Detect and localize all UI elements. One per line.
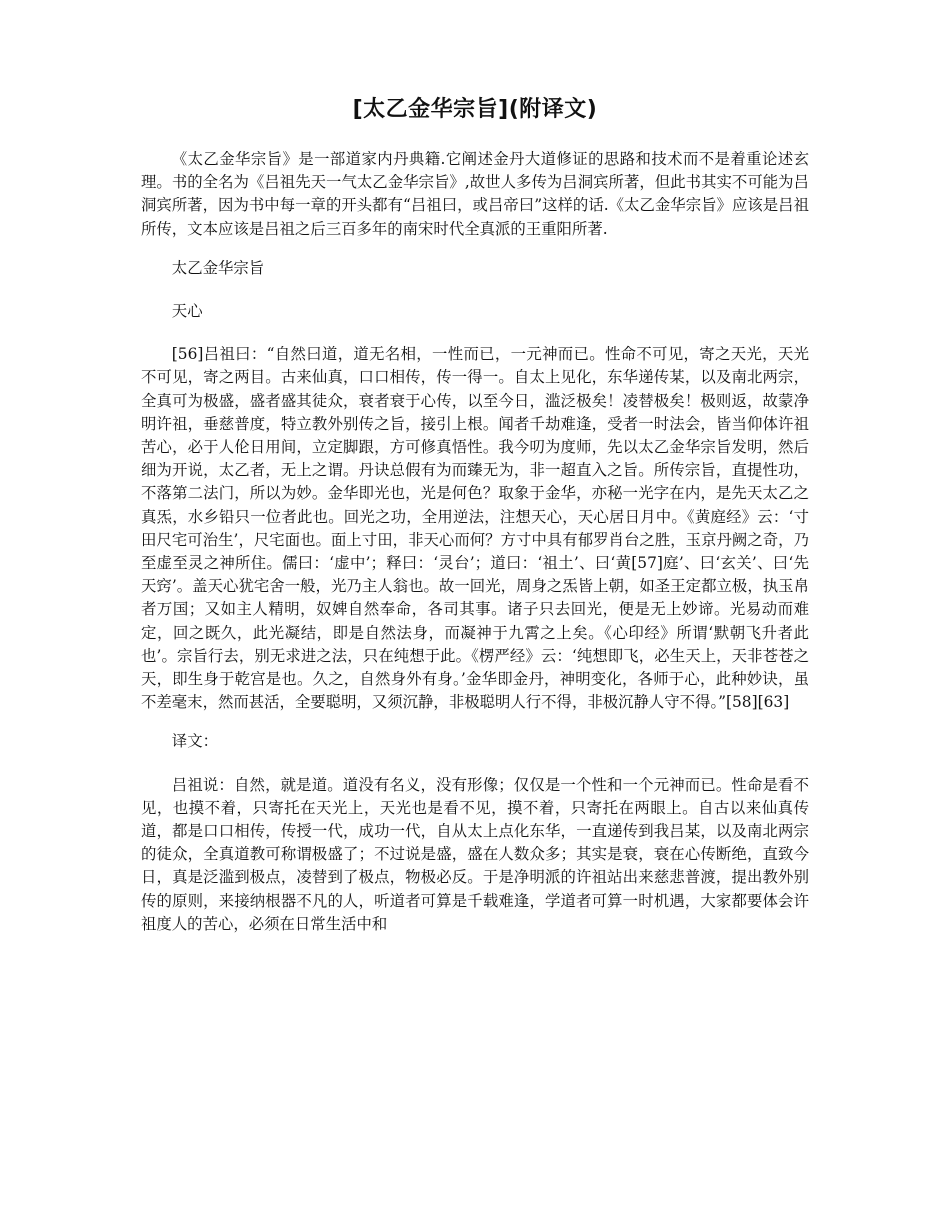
document-title: [太乙金华宗旨](附译文) bbox=[352, 97, 598, 122]
translation-heading: 译文： bbox=[171, 732, 218, 751]
chapter-title: 天心 bbox=[171, 302, 203, 321]
translation-paragraph: 吕祖说：自然，就是道。道没有名义，没有形像；仅仅是一个性和一个元神而已。性命是看不见，也摸不着，只寄托在天光上，天光也是看不见，摸不着，只寄托在两眼上。自古以来仙真传道，都是口口相传，传授一代，成功一代，自从太上点化东华，一直递传到我吕某，以及南北两宗的徒众，全真道教可称谓极盛了；不过说是盛，盛在人数众多；其实是衰，衰在心传断绝，直致今日，真是泛滥到极点，凌替到了极点，物极必反。于是净明派的许祖站出来慈悲普渡，提出教外别传的原则，来接纳根器不凡的人，听道者可算是千载难逢，学道者可算一时机遇，大家都要体会许祖度人的苦心，必须在日常生活中和 bbox=[141, 775, 809, 933]
intro-paragraph: 《太乙金华宗旨》是一部道家内丹典籍.它阐述金丹大道修证的思路和技术而不是着重论述玄理。书的全名为《吕祖先天一气太乙金华宗旨》,故世人多传为吕洞宾所著，但此书其实不可能为吕洞宾所著，因为书中每一章的开头都有“吕祖曰，或吕帝曰”这样的话.《太乙金华宗旨》应该是吕祖所传，文本应该是吕祖之后三百多年的南宋时代全真派的王重阳所著. bbox=[141, 150, 809, 238]
original-text-paragraph: [56]吕祖曰：“自然曰道，道无名相，一性而已，一元神而已。性命不可见，寄之天光，天光不可见，寄之两目。古来仙真，口口相传，传一得一。自太上见化，东华递传某，以及南北两宗，全真可为极盛，盛者盛其徒众，衰者衰于心传，以至今日，滥泛极矣！凌替极矣！极则返，故蒙净明许祖，垂慈普度，特立教外别传之旨，接引上根。闻者千劫难逢，受者一时法会，皆当仰体许祖苦心，必于人伦日用间，立定脚跟，方可修真悟性。我今叨为度师，先以太乙金华宗旨发明，然后细为开说，太乙者，无上之谓。丹诀总假有为而臻无为，非一超直入之旨。所传宗旨，直提性功，不落第二法门，所以为妙。金华即光也，光是何色？取象于金华，亦秘一光字在内，是先天太乙之真炁，水乡铅只一位者此也。回光之功，全用逆法，注想天心，天心居日月中。《黄庭经》云：‘寸田尺宅可治生’，尺宅面也。面上寸田，非天心而何？方寸中具有郁罗肖台之胜，玉京丹阙之奇，乃至虚至灵之神所住。儒曰：‘虚中’；释曰：‘灵台’；道曰：‘祖土’、曰‘黄[57]庭’、曰‘玄关’、曰‘先天窍’。盖天心犹宅舍一般，光乃主人翁也。故一回光，周身之炁皆上朝，如圣王定都立极，执玉帛者万国；又如主人精明，奴婢自然奉命，各司其事。诸子只去回光，便是无上妙谛。光易动而难定，回之既久，此光凝结，即是自然法身，而凝神于九霄之上矣。《心印经》所谓‘默朝飞升者此也’。宗旨行去，别无求进之法，只在纯想于此。《楞严经》云：‘纯想即飞，必生天上，天非苍苍之天，即生身于乾宫是也。久之，自然身外有身。’金华即金丹，神明变化，各师于心，此种妙诀，虽不差毫末，然而甚活，全要聪明，又须沉静，非极聪明人行不得，非极沉静人守不得。”[58][63] bbox=[141, 345, 809, 712]
document-body bbox=[141, 148, 809, 952]
book-title-line: 太乙金华宗旨 bbox=[171, 258, 265, 277]
